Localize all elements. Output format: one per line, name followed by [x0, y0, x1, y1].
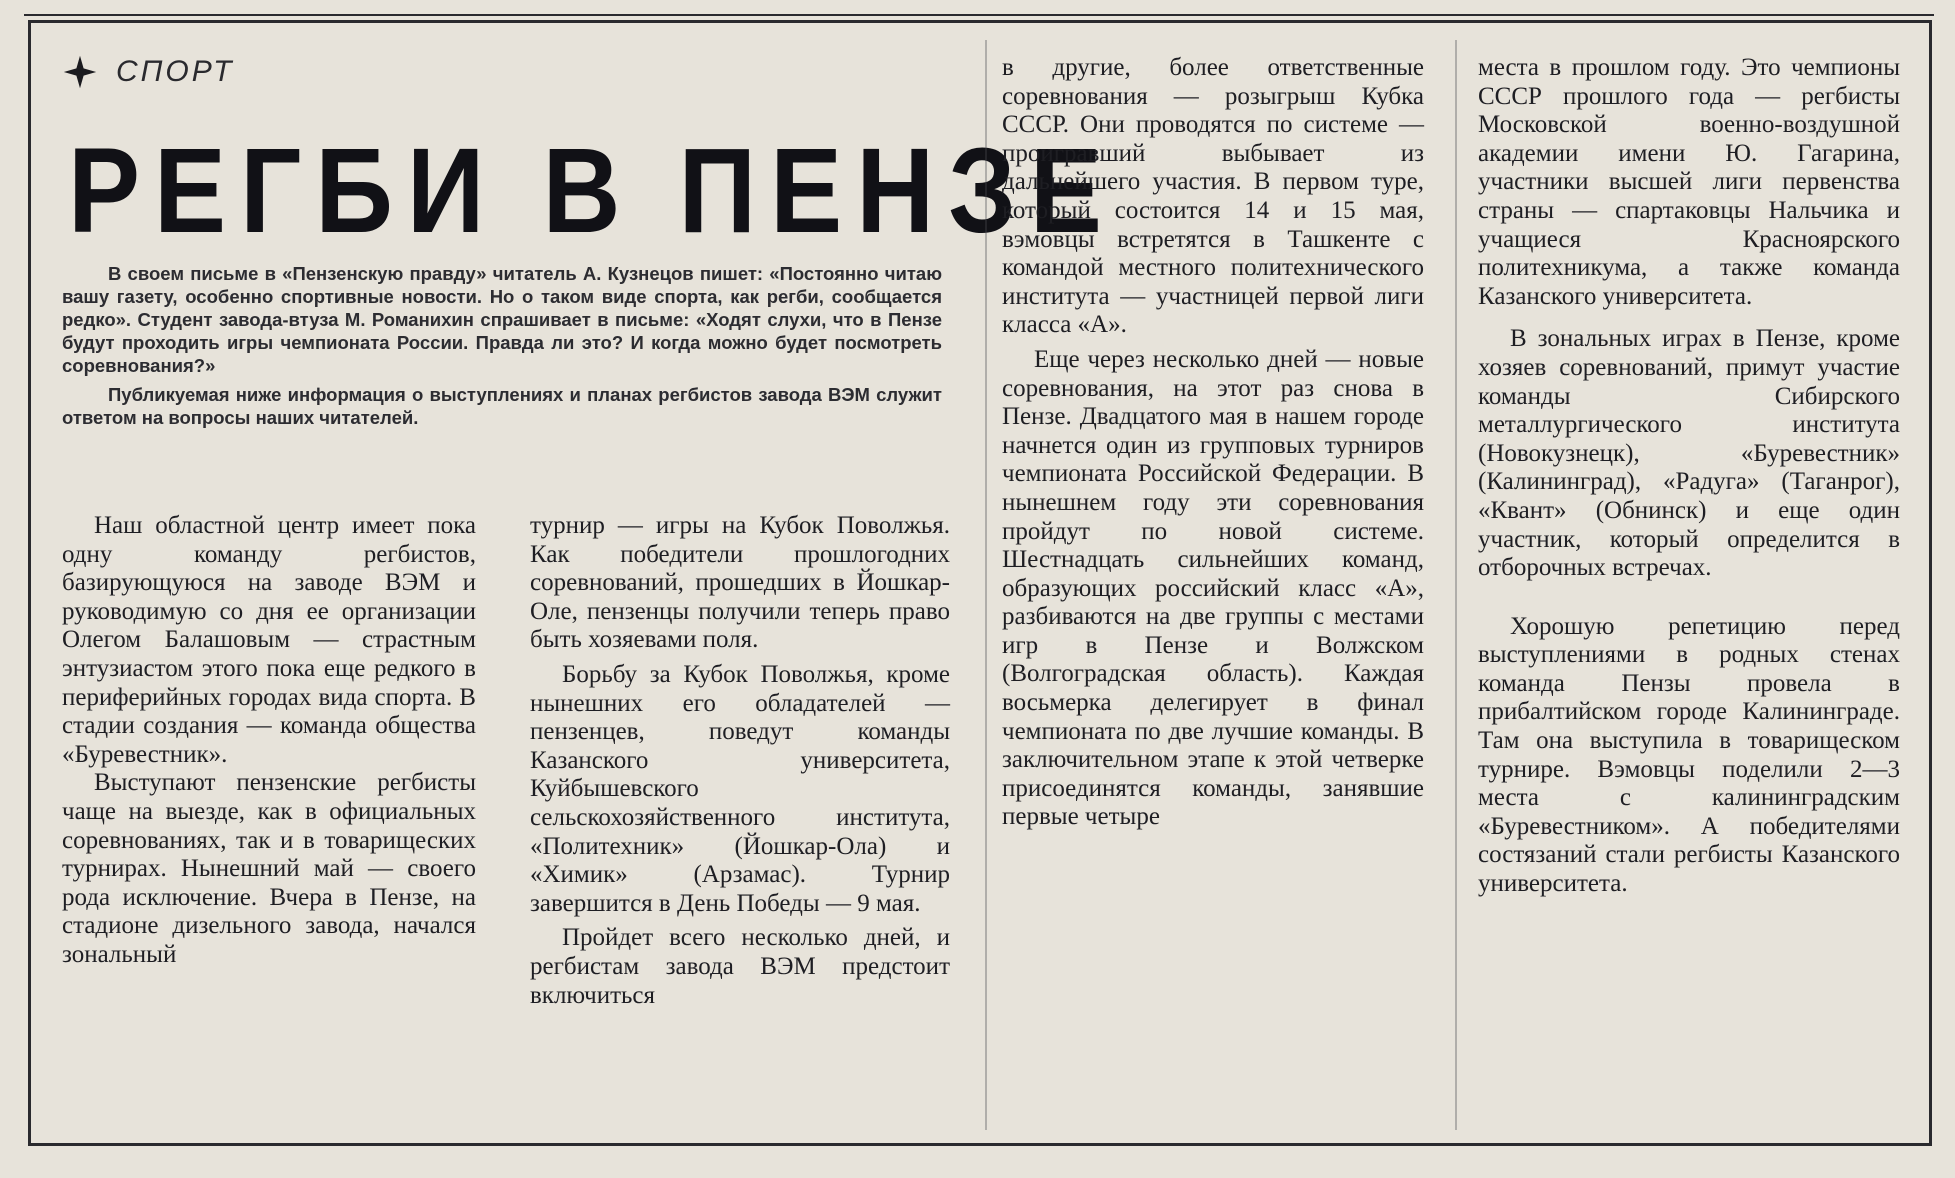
body-paragraph: Борьбу за Кубок Поволжья, кроме нынешних его обладателей — пензенцев, поведут команды Казанского университета, Куйбышевского сельскохозяйственного института, «Политехник» (Йошкар-Ола) и «Химик» (Арзамас). Турнир завершится в День Победы — 9 мая. [530, 660, 950, 917]
body-paragraph: места в прошлом году. Это чемпионы СССР прошлого года — регбисты Московской военно-воздушной академии имени Ю. Гагарина, участники высшей лиги первенства страны — спартаковцы Нальчика и учащиеся Красноярского политехникума, а также команда Казанского университета. [1478, 54, 1900, 310]
body-paragraph: Выступают пензенские регбисты чаще на выезде, как в официальных соревнованиях, так и в товарищеских турнирах. Нынешний май — своего рода исключение. Вчера в Пензе, на стадионе дизельного завода, начался зональный [62, 769, 476, 968]
text-column-4 [1478, 54, 1900, 899]
body-paragraph: Пройдет всего несколько дней, и регбистам завода ВЭМ предстоит включиться [530, 924, 950, 1009]
body-paragraph: Наш областной центр имеет пока одну команду регбистов, базирующуюся на заводе ВЭМ и руководимую со дня ее организации Олегом Балашовым — страстным энтузиастом этого пока еще редкого в периферийных городах вида спорта. В стадии создания — команда общества «Буревестник». [62, 512, 476, 768]
text-column-2 [530, 512, 950, 1010]
body-paragraph: в другие, более ответственные соревнования — розыгрыш Кубка СССР. Они проводятся по системе — проигравший выбывает из дальнейшего участия. В первом туре, который состоится 14 и 15 мая, вэмовцы встретятся в Ташкенте с командой местного политехнического института — участницей первой лиги класса «А». [1002, 54, 1424, 339]
text-column-1 [62, 512, 476, 970]
article-lead [62, 262, 942, 429]
lead-paragraph: В своем письме в «Пензенскую правду» читатель А. Кузнецов пишет: «Постоянно читаю вашу газету, особенно спортивные новости. Но о таком виде спорта, как регби, сообщается редко». Студент завода-втуза М. Романихин спрашивает в письме: «Ходят слухи, что в Пензе будут проходить игры чемпионата России. Правда ли это? И когда можно будет посмотреть соревнования?» [62, 263, 942, 376]
top-border-line [24, 14, 1934, 16]
body-paragraph: В зональных играх в Пензе, кроме хозяев соревнований, примут участие команды Сибирского металлургического института (Новокузнецк), «Буревестник» (Калининград), «Радуга» (Таганрог), «Квант» (Обнинск) и еще один участник, который определится в отборочных встречах. [1478, 325, 1900, 582]
body-paragraph: Хорошую репетицию перед выступлениями в родных стенах команда Пензы провела в прибалтийском городе Калининграде. Там она выступила в товарищеском турнире. Вэмовцы поделили 2—3 места с калининградским «Буревестником». А победителями состязаний стали регбисты Казанского университета. [1478, 612, 1900, 898]
body-paragraph: Еще через несколько дней — новые соревнования, на этот раз снова в Пензе. Двадцатого мая в нашем городе начнется один из групповых турниров чемпионата Российской Федерации. В нынешнем году эти соревнования пройдут по новой системе. Шестнадцать сильнейших команд, образующих российский класс «А», разбиваются на две группы с местами игр в Пензе и Волжском (Волгоградская область). Каждая восьмерка делегирует в финал чемпионата по две лучшие команды. В заключительном этапе к этой четверке присоединятся команды, занявшие первые четыре [1002, 345, 1424, 831]
column-divider [985, 40, 987, 1130]
lead-paragraph: Публикуемая ниже информация о выступлениях и планах регбистов завода ВЭМ служит ответом на вопросы наших читателей. [62, 384, 942, 428]
section-label: СПОРТ [116, 55, 235, 88]
section-rubric [62, 52, 234, 92]
star-ornament-icon [62, 54, 98, 90]
column-divider [1455, 40, 1457, 1130]
text-column-3 [1002, 54, 1424, 832]
article-headline: РЕГБИ В ПЕНЗЕ [68, 122, 1116, 258]
body-paragraph: турнир — игры на Кубок Поволжья. Как победители прошлогодних соревнований, прошедших в Йошкар-Оле, пензенцы получили теперь право быть хозяевами поля. [530, 512, 950, 654]
